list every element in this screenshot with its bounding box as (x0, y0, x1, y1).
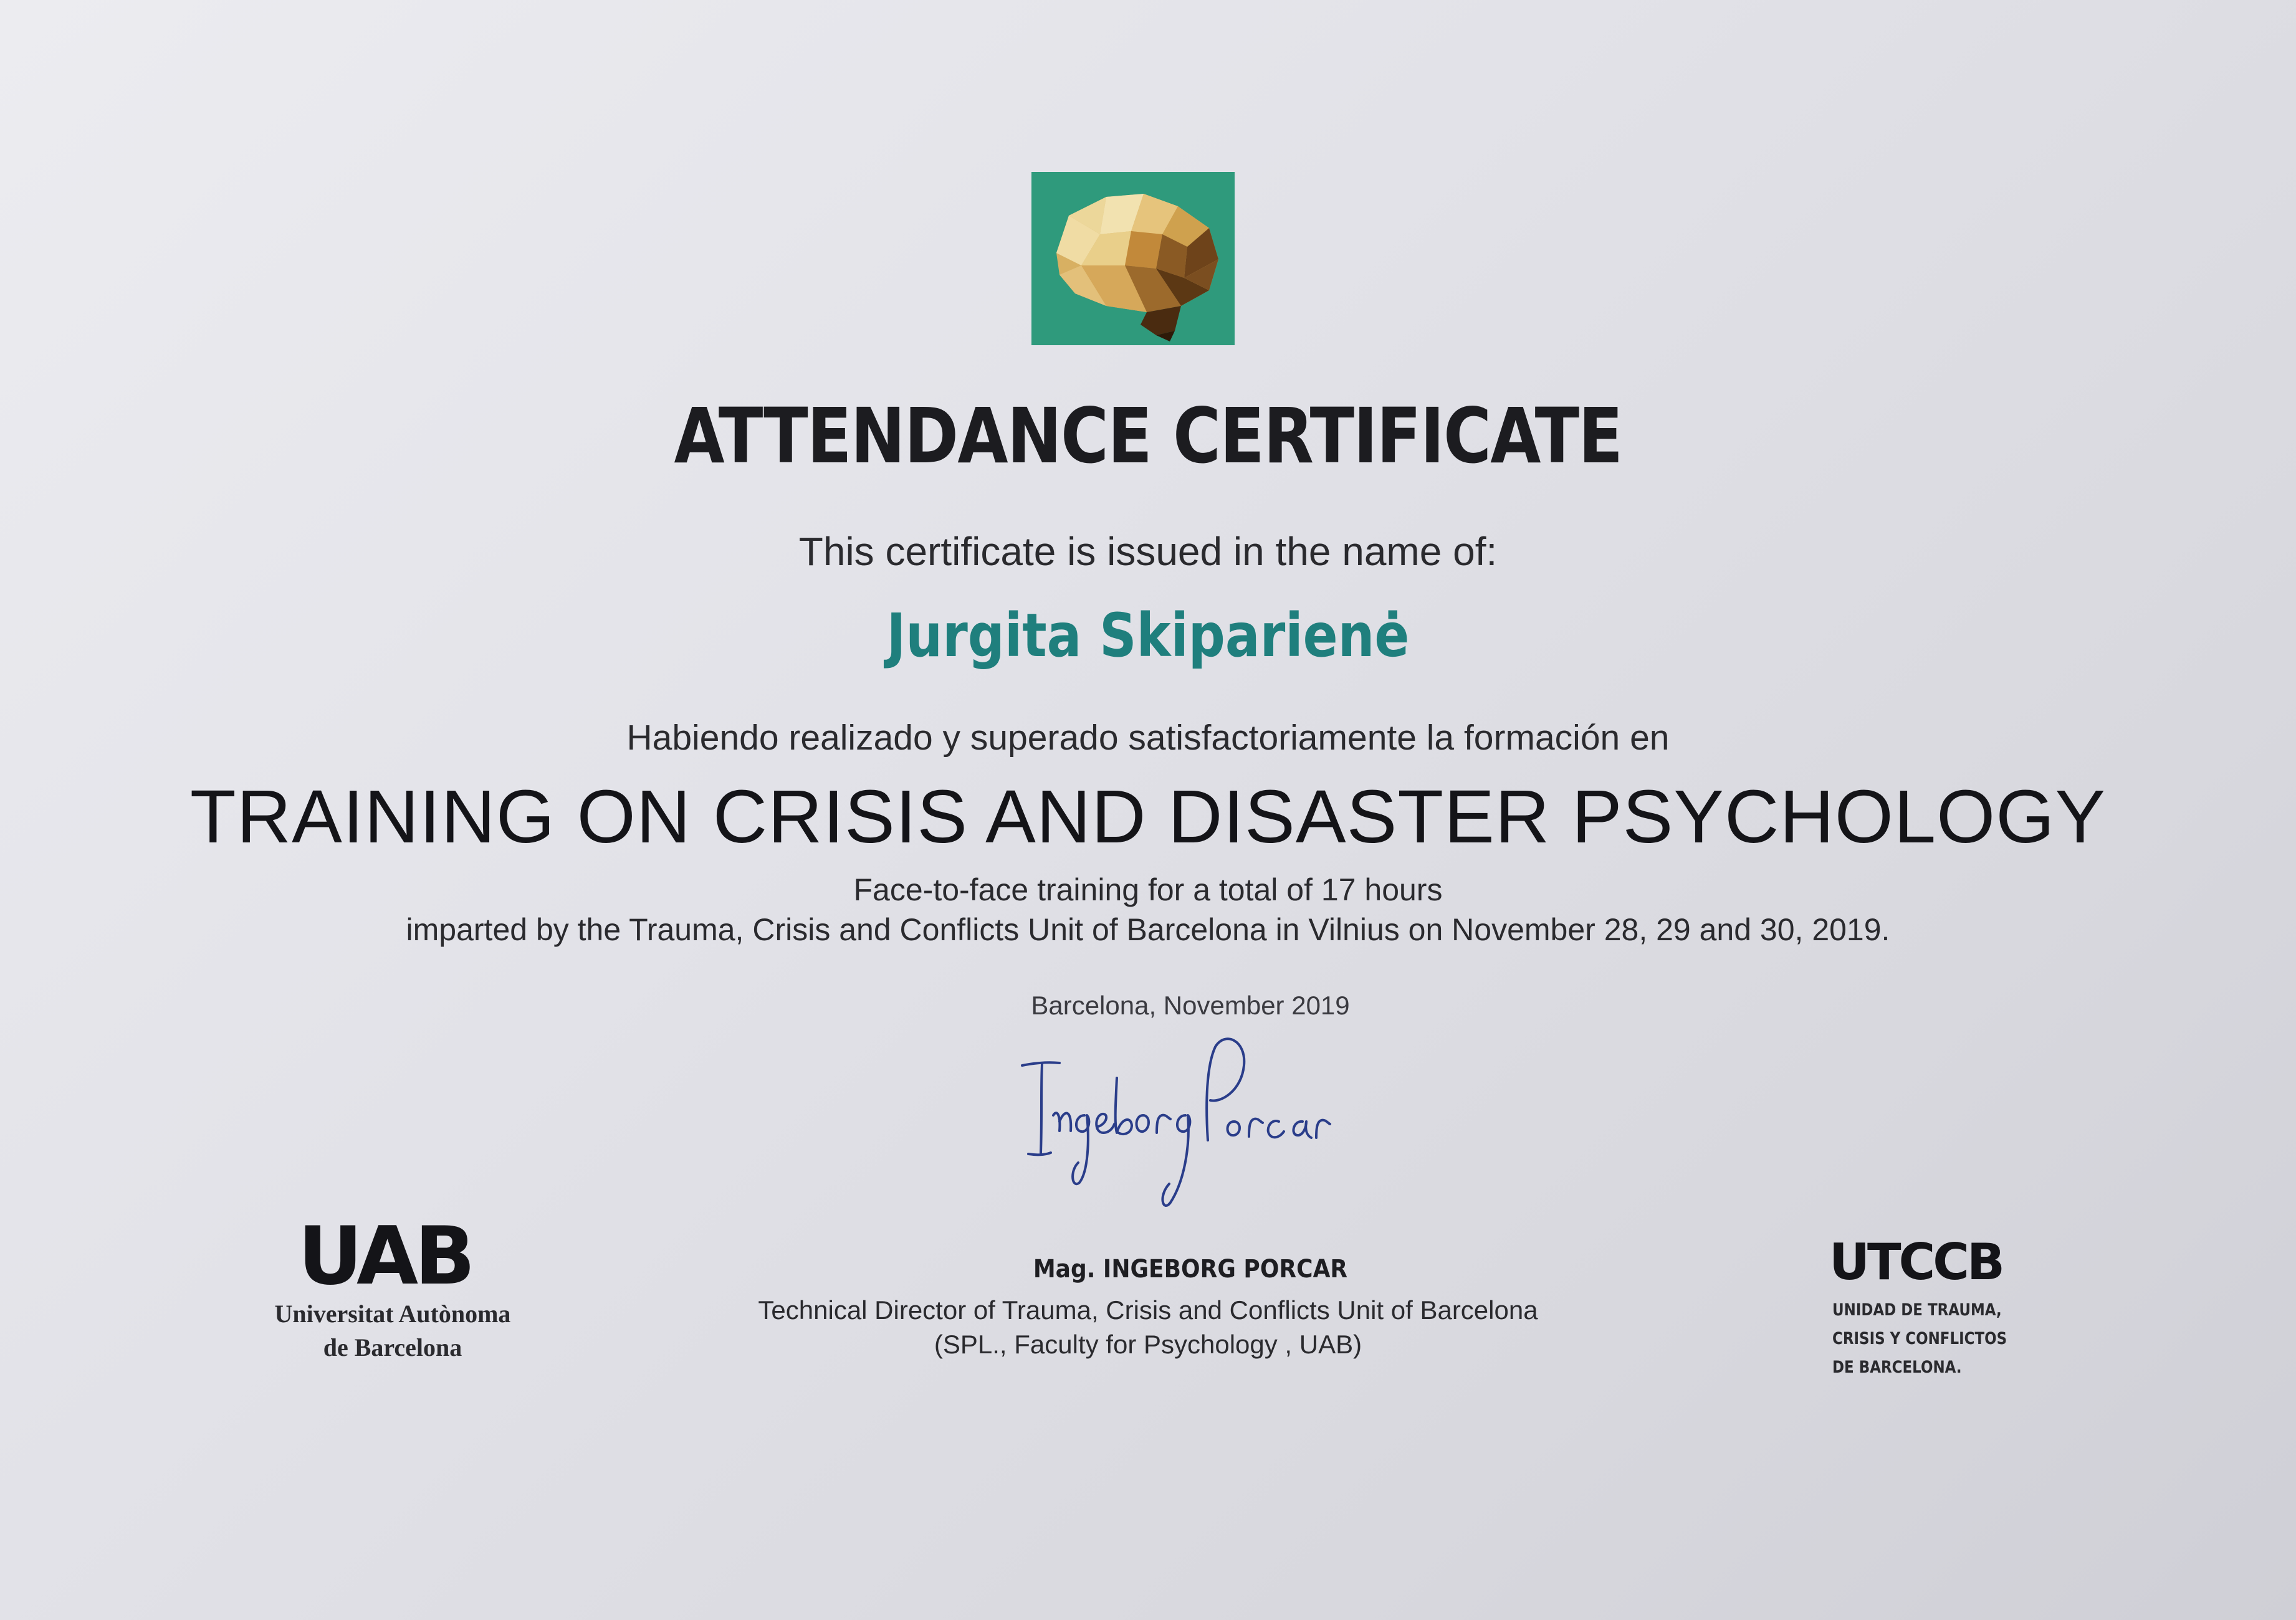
brain-logo (1031, 172, 1235, 345)
issued-statement: This certificate is issued in the name of: (798, 529, 1498, 574)
certificate-title: ATTENDANCE CERTIFICATE (674, 392, 1622, 480)
utccb-caption (1832, 1296, 2044, 1382)
uab-caption-line: de Barcelona (323, 1333, 462, 1361)
brain-icon (1031, 172, 1235, 345)
utccb-mark: UTCCB (1829, 1233, 2002, 1291)
training-hours: Face-to-face training for a total of 17 hours (853, 872, 1443, 907)
utccb-caption-line: CRISIS Y CONFLICTOS (1832, 1329, 2007, 1348)
signer-title: Technical Director of Trauma, Crisis and Conflicts Unit of Barcelona (758, 1295, 1538, 1325)
utccb-logo (1829, 1231, 2004, 1293)
recipient-name: Jurgita Skiparienė (886, 601, 1410, 670)
utccb-caption-line: DE BARCELONA. (1832, 1358, 1962, 1377)
signer-department: (SPL., Faculty for Psychology , UAB) (934, 1330, 1362, 1359)
signer-name: Mag. INGEBORG PORCAR (1033, 1255, 1348, 1284)
uab-caption (237, 1297, 548, 1365)
uab-caption-line: Universitat Autònoma (274, 1300, 511, 1328)
training-details: imparted by the Trauma, Crisis and Conflicts Unit of Barcelona in Vilnius on November 28, 29 and 30, 2019. (406, 912, 1890, 947)
utccb-caption-line: UNIDAD DE TRAUMA, (1832, 1300, 2002, 1320)
place-date: Barcelona, November 2019 (1031, 991, 1350, 1020)
course-title: TRAINING ON CRISIS AND DISASTER PSYCHOLOGY (189, 774, 2107, 859)
completion-statement: Habiendo realizado y superado satisfactoriamente la formación en (626, 718, 1670, 758)
handwritten-signature (1010, 1022, 1334, 1240)
uab-mark: UAB (298, 1218, 472, 1299)
